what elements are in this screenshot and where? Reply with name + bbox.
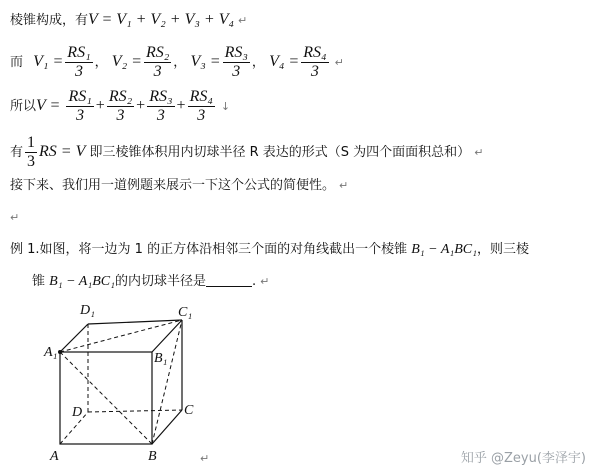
line3-prefix: 所以 [10, 99, 37, 114]
text-line-5: 接下来、我们用一道例题来展示一下这个公式的简便性。 ↵ [10, 178, 349, 193]
label-c: C [184, 403, 194, 418]
diagonal-b-c1 [152, 320, 182, 444]
text-line-4: 有 $\frac{1}{3}$ RS = V 即三棱锥体积用内切球半径 R 表达的形式（S 为四个面面积总和） ↵ [10, 134, 484, 170]
watermark: 知乎 @Zeyu(李泽宇) [460, 451, 586, 466]
answer-blank[interactable] [206, 272, 252, 287]
v3-lhs: V₃ = [190, 53, 221, 70]
v4-lhs: V₄ = [269, 53, 300, 70]
line2-prefix: 而 [10, 55, 24, 70]
v4-fraction: $\frac{\text{RS₄}}{3}$ [303, 44, 327, 80]
text-line-3: 所以V = $\frac{\text{RS₁}}{3}$ + $\frac{\text{RS₂}}{3}$ + $\frac{\text{RS₃}}{3}$ + $\frac{\text{RS₄}}{3}$ ↓ [10, 88, 231, 124]
v2-fraction: $\frac{\text{RS₂}}{3}$ [145, 44, 170, 80]
v2-lhs: V₂ = [111, 53, 142, 70]
edge-b1-c1 [152, 320, 182, 352]
label-d: D [72, 405, 83, 420]
label-b1: B₁ [154, 351, 168, 366]
hidden-edge-d-c [88, 410, 182, 412]
v1-fraction: $\frac{\text{RS₁}}{3}$ [67, 44, 91, 80]
figure-paragraph-mark: ↵ [200, 452, 210, 465]
edge-a1-d1 [60, 324, 88, 352]
vertex-dot [58, 350, 62, 354]
diagonal-a1-c1 [60, 320, 182, 352]
label-d1: D₁ [80, 303, 95, 318]
text-line-1 [10, 10, 247, 31]
label-a1: A₁ [44, 345, 58, 360]
label-a: A [50, 449, 59, 464]
empty-paragraph: ↵ [10, 211, 20, 224]
example-line-1: 例 1.如图，将一边为 1 的正方体沿相邻三个面的对角线截出一个棱锥 B₁ − A₁BC₁，则三棱 [10, 242, 530, 257]
paragraph-mark: ↵ [238, 14, 248, 27]
label-c1: C₁ [178, 305, 193, 320]
text-line-2: 而 V₁ = $\frac{\text{RS₁}}{3}$ ， V₂ = $\frac{\text{RS₂}}{3}$ ， V₃ = $\frac{\text{RS₃}}{3}$ ， V₄ = $\frac{\text{RS₄}}{3}$ ↵ [10, 44, 344, 80]
one-third-fraction: $\frac{1}{3}$ [27, 134, 36, 170]
example-line-2: 锥 B₁ − A₁BC₁的内切球半径是 . ↵ [32, 274, 270, 289]
v1-lhs: V₁ = [33, 53, 64, 70]
cube-figure [40, 300, 240, 470]
line1-formula: V = V₁ + V₂ + V₃ + V₄ [88, 11, 235, 28]
label-b: B [148, 449, 157, 464]
line1-text: 棱锥构成，有 [10, 13, 89, 28]
diagonal-a1-b [60, 352, 152, 444]
v3-fraction: $\frac{\text{RS₃}}{3}$ [224, 44, 248, 80]
edge-d1-c1 [88, 320, 182, 324]
line4-text: 即三棱锥体积用内切球半径 R 表达的形式（S 为四个面面积总和） [89, 145, 471, 160]
